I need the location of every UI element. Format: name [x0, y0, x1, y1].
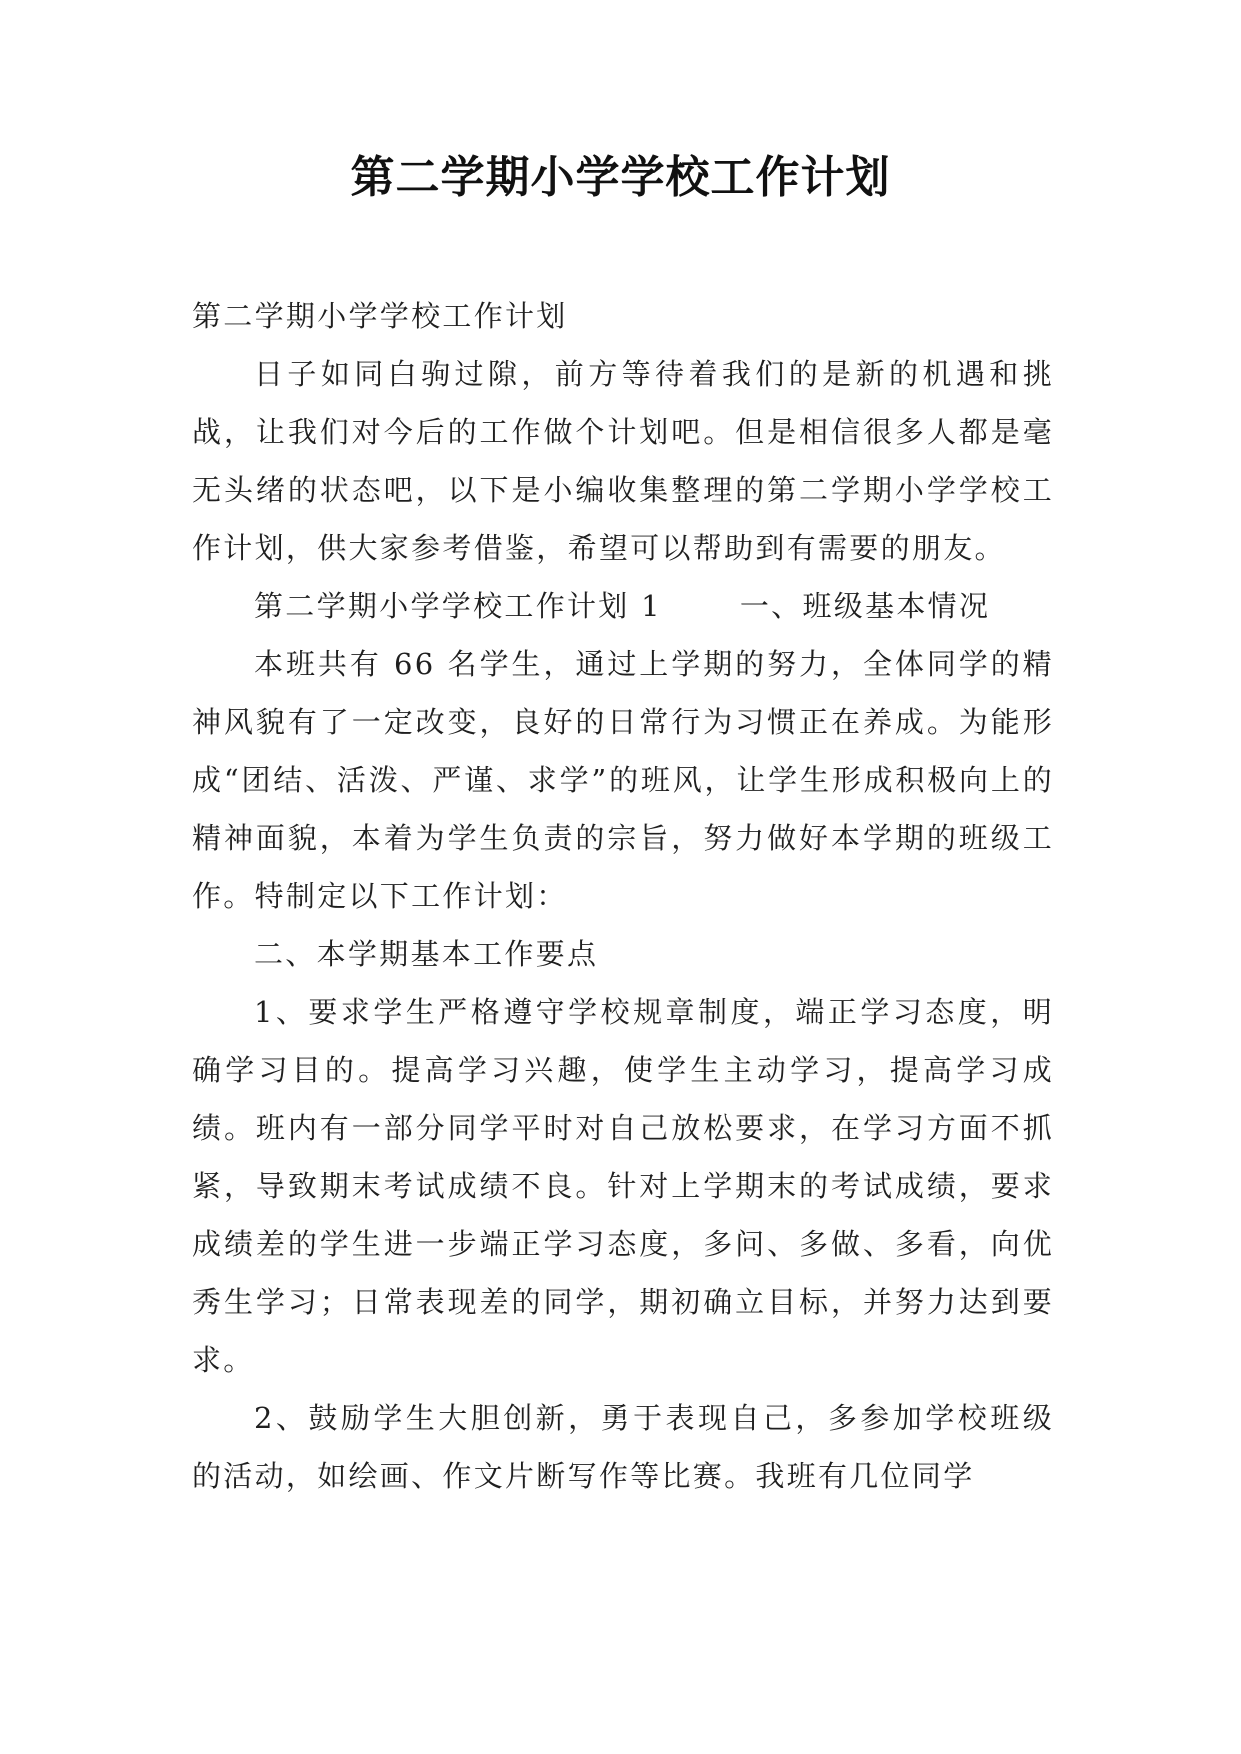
- plan-heading-line: [192, 577, 1054, 635]
- subtitle-line: 第二学期小学学校工作计划: [192, 299, 568, 333]
- section1-paragraph: 本班共有 66 名学生，通过上学期的努力，全体同学的精神风貌有了一定改变，良好的日常行为习惯正在养成。为能形成“团结、活泼、严谨、求学”的班风，让学生形成积极向上的精神面貌，本着为学生负责的宗旨，努力做好本学期的班级工作。特制定以下工作计划：: [192, 647, 1054, 913]
- document-title: 第二学期小学学校工作计划: [350, 152, 891, 203]
- plan-heading: 第二学期小学学校工作计划 1: [254, 589, 662, 623]
- point2-paragraph: 2、鼓励学生大胆创新，勇于表现自己，多参加学校班级的活动，如绘画、作文片断写作等比赛。我班有几位同学: [192, 1401, 1054, 1493]
- section2-heading: 二、本学期基本工作要点: [254, 937, 599, 971]
- document-body: [192, 287, 1054, 1505]
- intro-paragraph: 日子如同白驹过隙，前方等待着我们的是新的机遇和挑战，让我们对今后的工作做个计划吧。但是相信很多人都是毫无头绪的状态吧，以下是小编收集整理的第二学期小学学校工作计划，供大家参考借鉴，希望可以帮助到有需要的朋友。: [192, 357, 1054, 565]
- section1-heading: 一、班级基本情况: [739, 589, 991, 623]
- point1-paragraph: 1、要求学生严格遵守学校规章制度，端正学习态度，明确学习目的。提高学习兴趣，使学生主动学习，提高学习成绩。班内有一部分同学平时对自己放松要求，在学习方面不抓紧，导致期末考试成绩不良。针对上学期末的考试成绩，要求成绩差的学生进一步端正学习态度，多问、多做、多看，向优秀生学习；日常表现差的同学，期初确立目标，并努力达到要求。: [192, 995, 1054, 1377]
